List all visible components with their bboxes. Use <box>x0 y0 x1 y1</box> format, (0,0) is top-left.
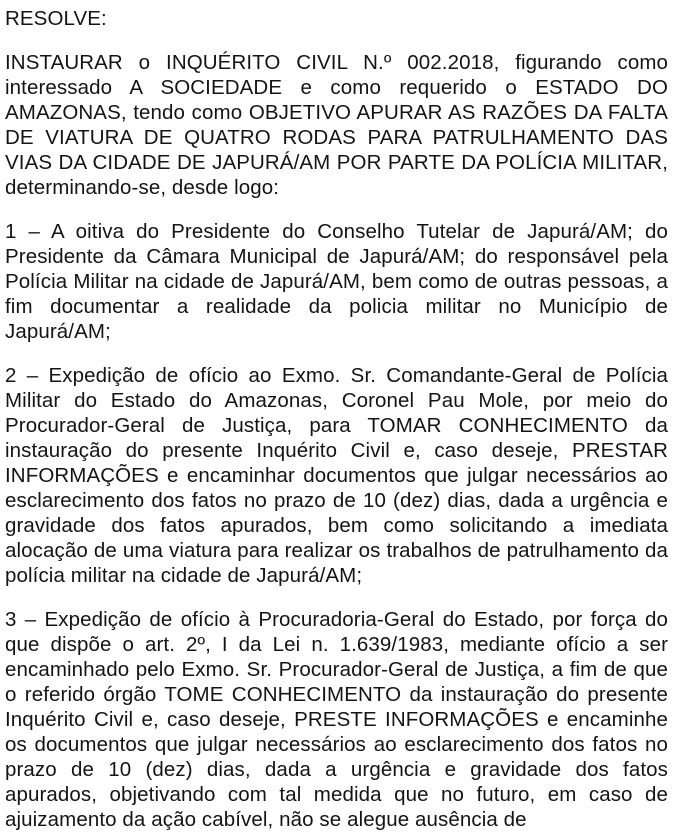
text-line: Polícia Militar na cidade de Japurá/AM, bem como de outras pessoas, a <box>5 270 668 293</box>
text-line: que dispõe o art. 2º, I da Lei n. 1.639/1983, mediante ofício a ser <box>5 633 668 656</box>
item-3-paragraph <box>5 607 668 832</box>
text-line: 2 – Expedição de ofício ao Exmo. Sr. Comandante-Geral de Polícia <box>5 364 668 387</box>
item-2-paragraph <box>5 363 668 588</box>
resolve-heading <box>5 6 668 31</box>
text-line: instauração do presente Inquérito Civil e, caso deseje, PRESTAR <box>5 439 668 462</box>
text-line: polícia militar na cidade de Japurá/AM; <box>5 564 363 587</box>
text-line: Japurá/AM; <box>5 320 111 343</box>
text-line: VIAS DA CIDADE DE JAPURÁ/AM POR PARTE DA POLÍCIA MILITAR, <box>5 151 668 174</box>
text-line: os documentos que julgar necessários ao esclarecimento dos fatos no <box>5 733 668 756</box>
text-line: interessado A SOCIEDADE e como requerido o ESTADO DO <box>5 76 668 99</box>
item-1-paragraph <box>5 219 668 344</box>
text-line: ajuizamento da ação cabível, não se alegue ausência de <box>5 808 527 831</box>
text-line: 3 – Expedição de ofício à Procuradoria-Geral do Estado, por força do <box>5 608 668 631</box>
text-line: encaminhado pelo Exmo. Sr. Procurador-Geral de Justiça, a fim de que <box>5 658 668 681</box>
text-line: RESOLVE: <box>5 7 107 30</box>
text-line: INSTAURAR o INQUÉRITO CIVIL N.º 002.2018, figurando como <box>5 51 668 74</box>
text-line: Procurador-Geral de Justiça, para TOMAR CONHECIMENTO da <box>5 414 668 437</box>
text-line: DE VIATURA DE QUATRO RODAS PARA PATRULHAMENTO DAS <box>5 126 668 149</box>
text-line: gravidade dos fatos apurados, bem como solicitando a imediata <box>5 514 668 537</box>
document-body <box>5 6 668 832</box>
text-line: determinando-se, desde logo: <box>5 176 280 199</box>
text-line: o referido órgão TOME CONHECIMENTO da instauração do presente <box>5 683 668 706</box>
text-line: apurados, objetivando com tal medida que no futuro, em caso de <box>5 783 668 806</box>
text-line: Presidente da Câmara Municipal de Japurá/AM; do responsável pela <box>5 245 668 268</box>
text-line: Militar do Estado do Amazonas, Coronel Pau Mole, por meio do <box>5 389 668 412</box>
text-line: alocação de uma viatura para realizar os trabalhos de patrulhamento da <box>5 539 668 562</box>
text-line: esclarecimento dos fatos no prazo de 10 (dez) dias, dada a urgência e <box>5 489 668 512</box>
text-line: fim documentar a realidade da policia militar no Município de <box>5 295 668 318</box>
text-line: AMAZONAS, tendo como OBJETIVO APURAR AS RAZÕES DA FALTA <box>5 101 668 124</box>
instaurar-paragraph <box>5 50 668 200</box>
text-line: 1 – A oitiva do Presidente do Conselho Tutelar de Japurá/AM; do <box>5 220 668 243</box>
text-line: INFORMAÇÕES e encaminhar documentos que julgar necessários ao <box>5 464 668 487</box>
text-line: prazo de 10 (dez) dias, dada a urgência e gravidade dos fatos <box>5 758 668 781</box>
text-line: Inquérito Civil e, caso deseje, PRESTE INFORMAÇÕES e encaminhe <box>5 708 668 731</box>
